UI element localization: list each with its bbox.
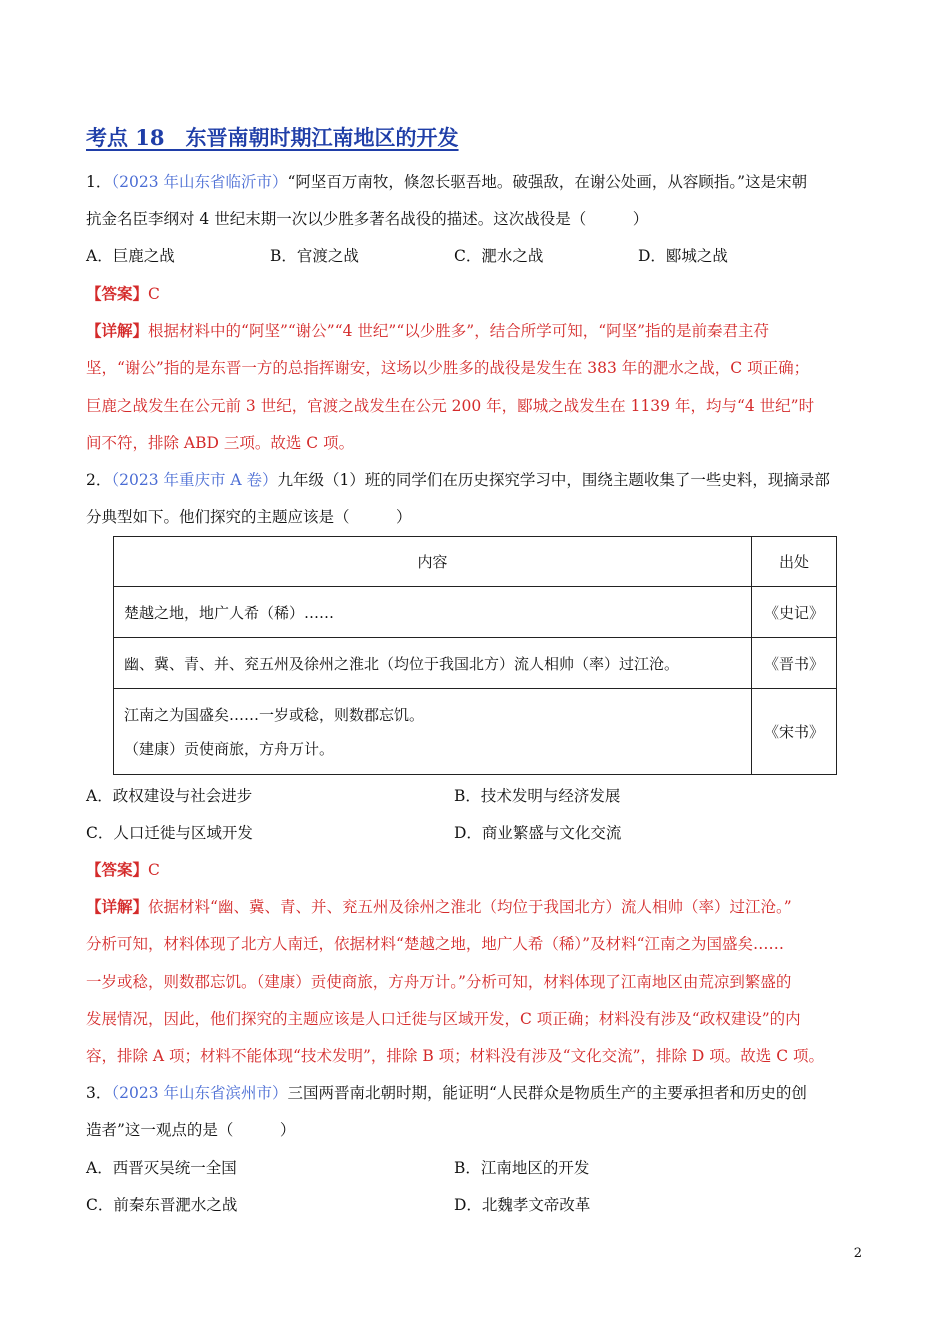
q1-answer-value: C: [148, 285, 160, 303]
table-cell-source: 《晋书》: [752, 638, 837, 689]
q1-detail-line4: 间不符，排除 ABD 三项。故选 C 项。: [86, 434, 355, 452]
table-cell-source: 《宋书》: [752, 689, 837, 775]
table-header-row: [114, 537, 837, 587]
table-row: [114, 587, 837, 638]
q3-stem-text1: 三国两晋南北朝时期，能证明“人民群众是物质生产的主要承担者和历史的创: [287, 1084, 807, 1102]
table-header-content: 内容: [114, 537, 752, 587]
table-cell-content-line1: 江南之为国盛矣……一岁或稔，则数郡忘饥。: [124, 705, 425, 724]
q3-source: （2023 年山东省滨州市）: [111, 1084, 288, 1102]
q3-option-a: A．西晋灭吴统一全国: [86, 1159, 237, 1177]
page-number: 2: [853, 1246, 862, 1261]
q1-source: （2023 年山东省临沂市）: [111, 173, 288, 191]
q2-stem-text1: 九年级（1）班的同学们在历史探究学习中，围绕主题收集了一些史料，现摘录部: [277, 471, 830, 489]
q2-source-table: [113, 536, 837, 775]
q2-source: （2023 年重庆市 A 卷）: [111, 471, 278, 489]
table-header-source: 出处: [752, 537, 837, 587]
q1-stem-text1: “阿坚百万南牧，倏忽长驱吾地。破强敌，在谢公处画，从容顾指。”这是宋朝: [287, 173, 808, 191]
q2-answer: [86, 859, 160, 881]
q1-answer: [86, 283, 160, 305]
q2-answer-tag: 【答案】: [86, 860, 149, 879]
q3-stem-line1: [86, 1082, 807, 1104]
q2-number: 2．: [86, 471, 112, 489]
table-cell-content-line2: （建康）贡使商旅，方舟万计。: [124, 739, 335, 758]
q2-detail-tag: 【详解】: [86, 897, 149, 916]
q2-stem-line1: [86, 469, 830, 491]
q1-detail-tag: 【详解】: [86, 321, 149, 340]
q2-detail-line1: [86, 896, 792, 918]
q2-option-a: A．政权建设与社会进步: [86, 787, 253, 805]
q1-option-a: A．巨鹿之战: [86, 247, 175, 265]
q2-detail-line2: 分析可知，材料体现了北方人南迁，依据材料“楚越之地，地广人希（稀）”及材料“江南之为国盛矣……: [86, 935, 785, 953]
q2-option-d: D．商业繁盛与文化交流: [454, 824, 622, 842]
q1-option-b: B．官渡之战: [270, 247, 359, 265]
q1-detail-text1: 根据材料中的“阿坚”“谢公”“4 世纪”“以少胜多”，结合所学可知，“阿坚”指的是前秦君主苻: [148, 322, 770, 340]
q3-option-c: C．前秦东晋淝水之战: [86, 1196, 238, 1214]
q2-answer-value: C: [148, 861, 160, 879]
q1-detail-line3: 巨鹿之战发生在公元前 3 世纪，官渡之战发生在公元 200 年，郾城之战发生在 1139 年，均与“4 世纪”时: [86, 397, 815, 415]
section-title: 考点 18 东晋南朝时期江南地区的开发: [86, 125, 459, 150]
q2-detail-line5: 容，排除 A 项；材料不能体现“技术发明”，排除 B 项；材料没有涉及“文化交流”，排除 D 项。故选 C 项。: [86, 1047, 824, 1065]
q2-detail-line3: 一岁或稔，则数郡忘饥。（建康）贡使商旅，方舟万计。”分析可知，材料体现了江南地区由荒凉到繁盛的: [86, 973, 792, 991]
q1-detail-line2: 坚，“谢公”指的是东晋一方的总指挥谢安，这场以少胜多的战役是发生在 383 年的淝水之战，C 项正确；: [86, 359, 810, 377]
q2-option-b: B．技术发明与经济发展: [454, 787, 621, 805]
q1-option-c: C．淝水之战: [454, 247, 544, 265]
table-cell-content: [114, 689, 752, 775]
q1-answer-tag: 【答案】: [86, 284, 149, 303]
table-row: [114, 638, 837, 689]
table-cell-content: 楚越之地，地广人希（稀）……: [114, 587, 752, 638]
table-cell-content: 幽、冀、青、并、兖五州及徐州之淮北（均位于我国北方）流人相帅（率）过江沧。: [114, 638, 752, 689]
q1-stem-line1: [86, 171, 807, 193]
q3-stem-line2: 造者”这一观点的是（ ）: [86, 1121, 296, 1139]
q2-detail-text1: 依据材料“幽、冀、青、并、兖五州及徐州之淮北（均位于我国北方）流人相帅（率）过江沧。”: [148, 898, 792, 916]
table-row: [114, 689, 837, 775]
q2-option-c: C．人口迁徙与区域开发: [86, 824, 253, 842]
q1-number: 1．: [86, 173, 112, 191]
q2-detail-line4: 发展情况，因此，他们探究的主题应该是人口迁徙与区域开发，C 项正确；材料没有涉及“政权建设”的内: [86, 1010, 801, 1028]
q3-option-b: B．江南地区的开发: [454, 1159, 590, 1177]
q1-stem-line2: 抗金名臣李纲对 4 世纪末期一次以少胜多著名战役的描述。这次战役是（ ）: [86, 210, 649, 228]
q3-option-d: D．北魏孝文帝改革: [454, 1196, 591, 1214]
table-cell-source: 《史记》: [752, 587, 837, 638]
q1-option-d: D．郾城之战: [638, 247, 728, 265]
q3-number: 3．: [86, 1084, 112, 1102]
q2-stem-line2: 分典型如下。他们探究的主题应该是（ ）: [86, 508, 412, 526]
q1-detail-line1: [86, 320, 769, 342]
